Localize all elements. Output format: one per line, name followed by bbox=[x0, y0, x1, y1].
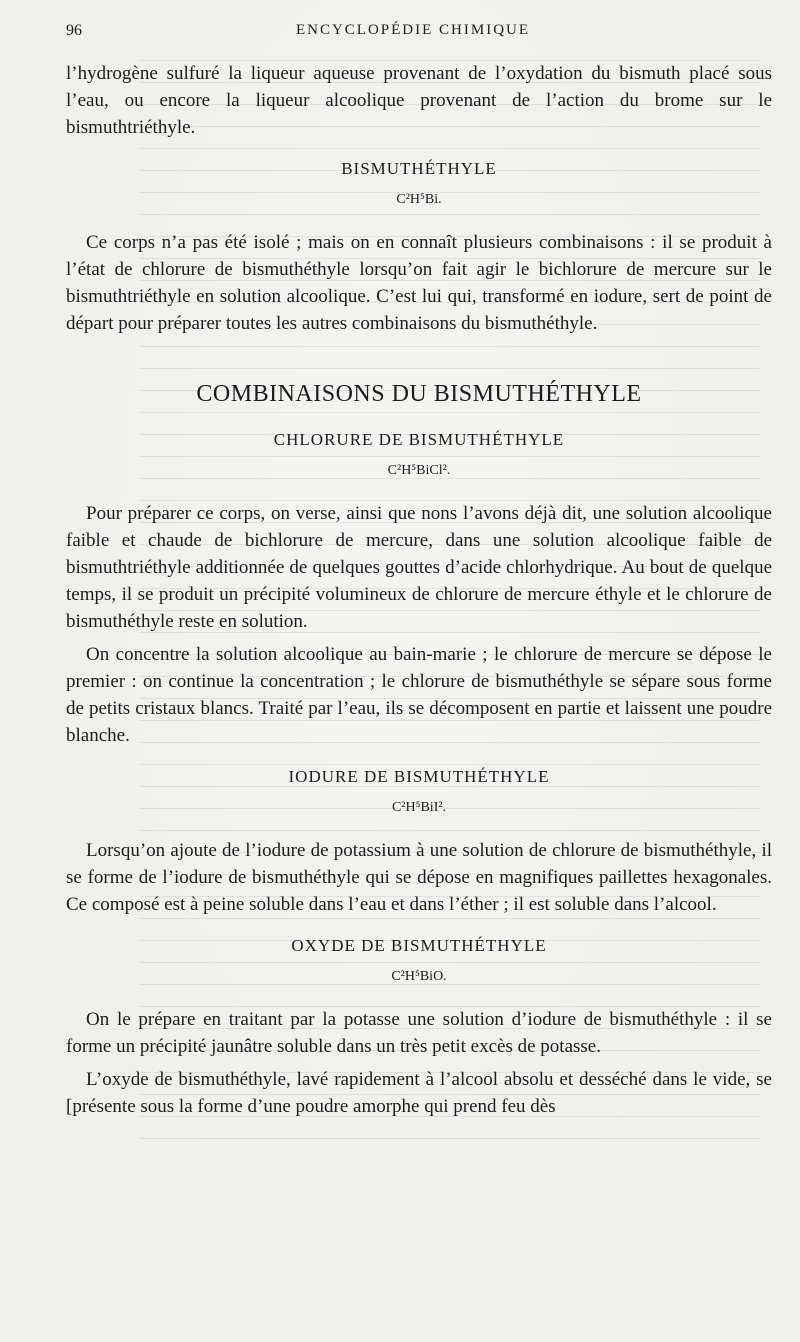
iodure-formula: C²H⁵BiI². bbox=[391, 800, 447, 815]
bismuthethyle-formula: C²H⁵Bi. bbox=[396, 192, 442, 207]
running-title: ENCYCLOPÉDIE CHIMIQUE bbox=[295, 22, 531, 38]
oxyde-title: OXYDE DE BISMUTHÉTHYLE bbox=[291, 936, 547, 955]
page-header bbox=[66, 22, 760, 46]
chlorure-formula: C²H⁵BiCl². bbox=[387, 463, 451, 478]
bismuthethyle-paragraph: Ce corps n’a pas été isolé ; mais on en connaît plusieurs combinaisons : il se produit à l’état de chlorure de bismuthéthyle lorsqu’on fait agir le bichlorure de mercure sur le bismuthtriéthyle en solution alcoolique. C’est lui qui, transformé en iodure, sert de point de départ pour préparer toutes les autres combinaisons du bismuthéthyle. bbox=[66, 232, 772, 334]
bismuthethyle-title: BISMUTHÉTHYLE bbox=[341, 159, 497, 178]
oxyde-paragraph-1: On le prépare en traitant par la potasse une solution d’iodure de bismuthéthyle : il se forme un précipité jaunâtre soluble dans un très petit excès de potasse. bbox=[66, 1009, 772, 1057]
iodure-title: IODURE DE BISMUTHÉTHYLE bbox=[288, 767, 550, 786]
oxyde-paragraph-2: L’oxyde de bismuthéthyle, lavé rapidement à l’alcool absolu et desséché dans le vide, se [présente sous la forme d’une poudre amorphe qui prend feu dès bbox=[66, 1069, 772, 1117]
chlorure-title: CHLORURE DE BISMUTHÉTHYLE bbox=[273, 430, 565, 449]
page-number: 96 bbox=[66, 22, 82, 39]
page-body bbox=[66, 60, 772, 1126]
chlorure-paragraph-2: On concentre la solution alcoolique au bain-marie ; le chlorure de mercure se dépose le premier : on continue la concentration ; le chlorure de bismuthéthyle se sépare sous forme de petits cristaux blancs. Traité par l’eau, ils se décomposent en partie et laissent une poudre blanche. bbox=[66, 644, 772, 746]
intro-paragraph: l’hydrogène sulfuré la liqueur aqueuse provenant de l’oxydation du bismuth placé sous l’eau, ou encore la liqueur alcoolique provenant de l’action du brome sur le bismuthtriéthyle. bbox=[66, 63, 772, 138]
combinaisons-heading: COMBINAISONS DU BISMUTHÉTHYLE bbox=[196, 381, 642, 407]
chlorure-paragraph-1: Pour préparer ce corps, on verse, ainsi que nons l’avons déjà dit, une solution alcoolique faible et chaude de bichlorure de mercure, dans une solution alcoolique faible de bismuthtriéthyle additionnée de quelques gouttes d’acide chlorhydrique. Au bout de quelque temps, il se produit un précipité volumineux de chlorure de mercure éthyle et le chlorure de bismuthéthyle reste en solution. bbox=[66, 503, 772, 632]
oxyde-formula: C²H⁵BiO. bbox=[391, 969, 447, 984]
iodure-paragraph: Lorsqu’on ajoute de l’iodure de potassium à une solution de chlorure de bismuthéthyle, il se forme de l’iodure de bismuthéthyle qui se dépose en magnifiques paillettes hexagonales. Ce composé est à peine soluble dans l’eau et dans l’éther ; il est soluble dans l’alcool. bbox=[66, 840, 772, 915]
